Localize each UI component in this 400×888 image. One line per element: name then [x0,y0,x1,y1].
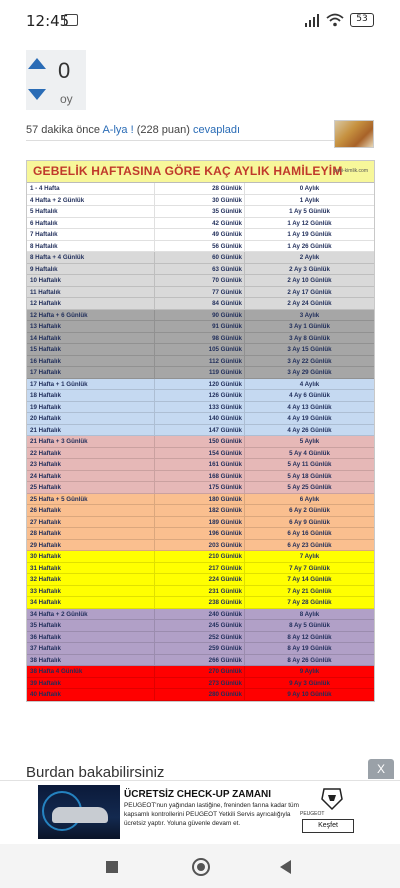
table-row [27,436,374,448]
table-row [27,494,374,506]
week-cell: 9 Haftalık [27,264,155,275]
table-row [27,344,374,356]
week-cell: 8 Hafta + 4 Günlük [27,252,155,263]
table-row [27,643,374,655]
days-cell: 203 Günlük [155,540,245,551]
week-cell: 36 Haftalık [27,632,155,643]
days-cell: 119 Günlük [155,367,245,378]
table-row [27,597,374,609]
days-cell: 35 Günlük [155,206,245,217]
week-cell: 25 Hafta + 5 Günlük [27,494,155,505]
pregnancy-table-image[interactable] [26,160,375,702]
months-cell: 9 Ay 10 Günlük [287,691,332,698]
days-cell: 84 Günlük [155,298,245,309]
week-cell: 34 Hafta + 2 Günlük [27,609,155,620]
table-row [27,402,374,414]
months-cell: 6 Ay 16 Günlük [287,530,332,537]
months-cell: 3 Ay 29 Günlük [287,369,332,376]
ad-text: PEUGEOT'nun yağından lastiğine, freninden farına kadar tüm kapsamlı kontrollerini PEUGEOT Yetkili Servis ayrıcalığıyla ücretsiz yaptır. Yoluna güvenle devam et. [124,802,299,827]
days-cell: 161 Günlük [155,459,245,470]
table-row [27,413,374,425]
table-row [27,310,374,322]
months-cell: 7 Aylık [299,553,320,560]
months-cell: 2 Ay 24 Günlük [287,300,332,307]
week-cell: 24 Haftalık [27,471,155,482]
months-cell: 5 Ay 4 Günlük [289,449,330,457]
months-cell: 6 Ay 2 Günlük [289,507,330,514]
table-row [27,333,374,345]
table-row [27,241,374,253]
table-row [27,252,374,264]
table-row [27,183,374,195]
days-cell: 126 Günlük [155,390,245,401]
days-cell: 189 Günlük [155,517,245,528]
table-row [27,195,374,207]
months-cell: 1 Aylık [299,196,320,204]
ad-title: ÜCRETSİZ CHECK-UP ZAMANI [124,789,272,800]
week-cell: 18 Haftalık [27,390,155,401]
days-cell: 42 Günlük [155,218,245,229]
days-cell: 98 Günlük [155,333,245,344]
days-cell: 175 Günlük [155,482,245,493]
table-row [27,448,374,460]
table-row [27,551,374,563]
days-cell: 182 Günlük [155,505,245,516]
days-cell: 259 Günlük [155,643,245,654]
days-cell: 266 Günlük [155,655,245,666]
days-cell: 105 Günlük [155,344,245,355]
vote-count: 0 [58,58,71,83]
ad-close-button[interactable]: X [368,759,394,779]
week-cell: 32 Haftalık [27,574,155,585]
months-cell: 6 Ay 9 Günlük [289,518,330,526]
table-body [27,183,374,701]
table-row [27,666,374,678]
table-row [27,482,374,494]
answer-time: 57 dakika önce [26,124,100,136]
months-cell: 4 Ay 26 Günlük [287,426,332,434]
days-cell: 217 Günlük [155,563,245,574]
months-cell: 5 Ay 25 Günlük [287,484,332,491]
days-cell: 210 Günlük [155,551,245,562]
week-cell: 23 Haftalık [27,459,155,470]
months-cell: 1 Ay 26 Günlük [287,242,332,250]
days-cell: 60 Günlük [155,252,245,263]
months-cell: 7 Ay 21 Günlük [287,587,332,595]
week-cell: 8 Haftalık [27,241,155,252]
days-cell: 273 Günlük [155,678,245,689]
months-cell: 5 Ay 18 Günlük [287,472,332,480]
wifi-icon [326,13,344,27]
table-row [27,356,374,368]
months-cell: 3 Aylık [299,311,320,319]
months-cell: 3 Ay 22 Günlük [287,357,332,365]
table-row [27,229,374,241]
peugeot-lion-logo-icon [312,787,352,811]
table-row [27,655,374,667]
days-cell: 168 Günlük [155,471,245,482]
answer-meta [26,124,240,136]
months-cell: 7 Ay 28 Günlük [287,599,332,606]
table-row [27,425,374,437]
months-cell: 5 Ay 11 Günlük [287,461,332,468]
months-cell: 4 Ay 19 Günlük [287,415,332,422]
answer-content [0,40,400,780]
days-cell: 231 Günlük [155,586,245,597]
table-row [27,379,374,391]
week-cell: 16 Haftalık [27,356,155,367]
week-cell: 14 Haftalık [27,333,155,344]
days-cell: 240 Günlük [155,609,245,620]
car-icon [52,807,108,823]
downvote-arrow-icon[interactable] [28,89,46,100]
days-cell: 140 Günlük [155,413,245,424]
week-cell: 31 Haftalık [27,563,155,574]
table-row [27,586,374,598]
week-cell: 35 Haftalık [27,620,155,631]
table-row [27,678,374,690]
table-row [27,689,374,701]
ad-brand: PEUGEOT [300,811,325,817]
week-cell: 25 Haftalık [27,482,155,493]
months-cell: 6 Ay 23 Günlük [287,541,332,549]
months-cell: 3 Ay 1 Günlük [289,323,330,330]
days-cell: 120 Günlük [155,379,245,390]
table-row [27,287,374,299]
table-row [27,218,374,230]
table-row [27,264,374,276]
week-cell: 38 Haftalık [27,655,155,666]
recents-icon[interactable] [106,861,118,873]
table-row [27,321,374,333]
week-cell: 15 Haftalık [27,344,155,355]
months-cell: 0 Aylık [299,185,320,192]
week-cell: 22 Haftalık [27,448,155,459]
section-title: Burdan bakabilirsiniz [26,764,165,780]
months-cell: 8 Aylık [299,610,320,618]
days-cell: 63 Günlük [155,264,245,275]
table-site: yeni-kimlik.com [333,168,368,174]
week-cell: 26 Haftalık [27,505,155,516]
answer-points: (228 puan) [136,124,190,136]
table-row [27,528,374,540]
days-cell: 270 Günlük [155,666,245,677]
months-cell: 7 Ay 14 Günlük [287,576,332,583]
months-cell: 8 Ay 19 Günlük [287,645,332,652]
table-row [27,206,374,218]
week-cell: 38 Hafta 4 Günlük [27,666,155,677]
week-cell: 29 Haftalık [27,540,155,551]
months-cell: 3 Ay 15 Günlük [287,346,332,353]
months-cell: 9 Aylık [299,668,320,675]
months-cell: 7 Ay 7 Günlük [289,564,330,572]
days-cell: 49 Günlük [155,229,245,240]
week-cell: 4 Hafta + 2 Günlük [27,195,155,206]
days-cell: 28 Günlük [155,183,245,194]
months-cell: 4 Aylık [299,380,320,388]
table-row [27,632,374,644]
days-cell: 238 Günlük [155,597,245,608]
days-cell: 252 Günlük [155,632,245,643]
table-row [27,367,374,379]
divider [26,140,334,141]
days-cell: 196 Günlük [155,528,245,539]
table-row [27,574,374,586]
answer-action-link[interactable]: cevapladı [192,124,241,136]
months-cell: 2 Ay 10 Günlük [287,277,332,284]
table-row [27,620,374,632]
table-row [27,298,374,310]
months-cell: 4 Ay 13 Günlük [287,403,332,411]
months-cell: 8 Ay 12 Günlük [287,633,332,641]
days-cell: 112 Günlük [155,356,245,367]
week-cell: 40 Haftalık [27,689,155,700]
signal-icon [304,13,320,27]
table-row [27,563,374,575]
table-row [27,459,374,471]
days-cell: 56 Günlük [155,241,245,252]
week-cell: 33 Haftalık [27,586,155,597]
week-cell: 7 Haftalık [27,229,155,240]
days-cell: 224 Günlük [155,574,245,585]
table-row [27,609,374,621]
week-cell: 34 Haftalık [27,597,155,608]
week-cell: 19 Haftalık [27,402,155,413]
table-row [27,540,374,552]
days-cell: 245 Günlük [155,620,245,631]
navigation-bar [0,844,400,888]
week-cell: 17 Haftalık [27,367,155,378]
week-cell: 13 Haftalık [27,321,155,332]
days-cell: 280 Günlük [155,689,245,700]
days-cell: 147 Günlük [155,425,245,436]
ad-cta-button[interactable]: Keşfet [302,819,354,833]
table-title-text: GEBELİK HAFTASINA GÖRE KAÇ AYLIK HAMİLEYİM [33,164,343,178]
days-cell: 30 Günlük [155,195,245,206]
months-cell: 9 Ay 3 Günlük [289,679,330,687]
days-cell: 154 Günlük [155,448,245,459]
table-row [27,390,374,402]
months-cell: 1 Ay 12 Günlük [287,219,332,227]
months-cell: 3 Ay 8 Günlük [289,334,330,342]
months-cell: 1 Ay 19 Günlük [287,231,332,238]
months-cell: 8 Ay 26 Günlük [287,656,332,664]
days-cell: 77 Günlük [155,287,245,298]
answer-user-link[interactable]: A-lya ! [102,124,134,136]
week-cell: 1 - 4 Hafta [27,183,155,194]
week-cell: 17 Hafta + 1 Günlük [27,379,155,390]
status-time: 12:45 [26,12,70,30]
months-cell: 5 Aylık [299,438,320,445]
home-icon[interactable] [192,858,210,876]
week-cell: 21 Hafta + 3 Günlük [27,436,155,447]
days-cell: 133 Günlük [155,402,245,413]
months-cell: 1 Ay 5 Günlük [289,208,330,215]
week-cell: 37 Haftalık [27,643,155,654]
table-row [27,505,374,517]
week-cell: 12 Hafta + 6 Günlük [27,310,155,321]
battery-icon: 53 [350,13,374,27]
week-cell: 6 Haftalık [27,218,155,229]
week-cell: 12 Haftalık [27,298,155,309]
table-row [27,517,374,529]
months-cell: 4 Ay 6 Günlük [289,392,330,399]
table-title [27,161,374,183]
days-cell: 180 Günlük [155,494,245,505]
upvote-arrow-icon[interactable] [28,58,46,69]
months-cell: 8 Ay 5 Günlük [289,622,330,629]
ad-car-image[interactable] [38,785,120,839]
months-cell: 2 Aylık [299,254,320,261]
week-cell: 5 Haftalık [27,206,155,217]
week-cell: 30 Haftalık [27,551,155,562]
days-cell: 150 Günlük [155,436,245,447]
days-cell: 70 Günlük [155,275,245,286]
table-row [27,471,374,483]
week-cell: 20 Haftalık [27,413,155,424]
status-bar [0,0,400,40]
week-cell: 21 Haftalık [27,425,155,436]
week-cell: 27 Haftalık [27,517,155,528]
back-icon[interactable] [280,860,291,874]
days-cell: 90 Günlük [155,310,245,321]
months-cell: 6 Aylık [299,495,320,503]
vote-label: oy [60,92,73,106]
status-icons [304,10,374,30]
week-cell: 11 Haftalık [27,287,155,298]
months-cell: 2 Ay 3 Günlük [289,265,330,273]
notification-app-icon [64,14,78,26]
week-cell: 39 Haftalık [27,678,155,689]
week-cell: 28 Haftalık [27,528,155,539]
months-cell: 2 Ay 17 Günlük [287,288,332,296]
week-cell: 10 Haftalık [27,275,155,286]
days-cell: 91 Günlük [155,321,245,332]
avatar[interactable] [334,120,374,148]
table-row [27,275,374,287]
